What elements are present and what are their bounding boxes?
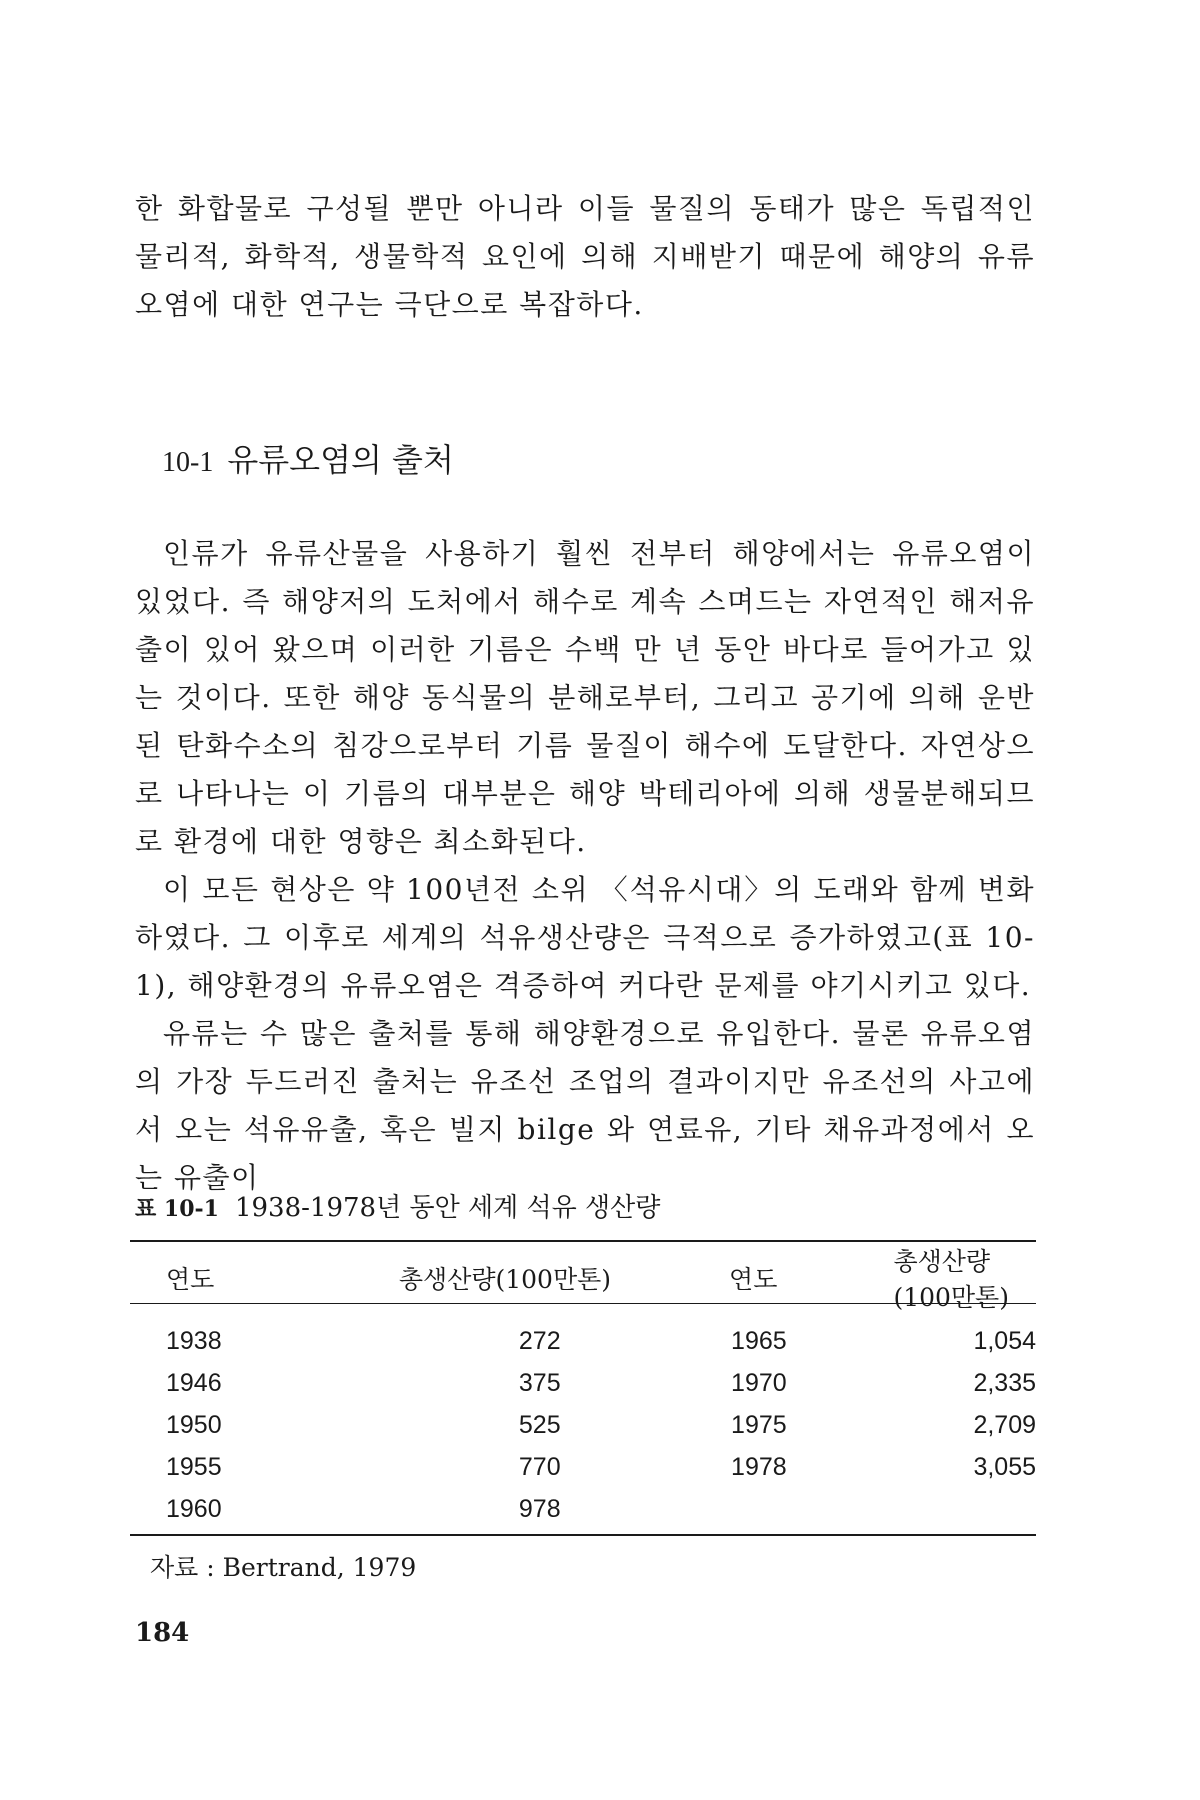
cell-production (833, 1488, 1036, 1530)
table-caption (135, 1190, 660, 1227)
table-source: 자료 : Bertrand, 1979 (150, 1553, 417, 1582)
header-production-2: 총생산량(100만톤) (893, 1247, 1009, 1312)
section-heading (162, 440, 454, 483)
cell-year: 1975 (731, 1410, 787, 1439)
paragraph-oil-sources: 유류는 수 많은 출처를 통해 해양환경으로 유입한다. 물론 유류오염의 가장 두드러진 출처는 유조선 조업의 결과이지만 유조선의 사고에서 오는 석유유출, 혹은 빌지 bilge 와 연료유, 기타 채유과정에서 오는 유출이 (135, 1017, 1035, 1194)
table-row (130, 1404, 1036, 1446)
table-row (130, 1362, 1036, 1404)
header-production-1: 총생산량(100만톤) (398, 1265, 612, 1294)
cell-year: 1955 (166, 1452, 222, 1481)
table-header-row (130, 1242, 1036, 1314)
cell-production: 375 (518, 1368, 561, 1397)
cell-year: 1950 (166, 1410, 222, 1439)
table-title: 1938-1978년 동안 세계 석유 생산량 (234, 1193, 661, 1223)
table-row (130, 1446, 1036, 1488)
cell-year: 1946 (166, 1368, 222, 1397)
cell-year (651, 1488, 833, 1530)
cell-production: 272 (518, 1326, 561, 1355)
intro-paragraph: 한 화합물로 구성될 뿐만 아니라 이들 물질의 동태가 많은 독립적인 물리적, 화학적, 생물학적 요인에 의해 지배받기 때문에 해양의 유류오염에 대한 연구는 극단으로 복잡하다. (135, 192, 1035, 321)
cell-production: 3,055 (973, 1452, 1036, 1481)
cell-production: 978 (518, 1494, 561, 1523)
table-row (130, 1488, 1036, 1530)
section-title: 유류오염의 출처 (227, 441, 454, 479)
cell-year: 1978 (731, 1452, 787, 1481)
cell-year: 1938 (166, 1326, 222, 1355)
cell-production: 770 (518, 1452, 561, 1481)
table-label: 표 10-1 (135, 1196, 219, 1222)
page-number: 184 (135, 1618, 190, 1648)
paragraph-natural-sources: 인류가 유류산물을 사용하기 훨씬 전부터 해양에서는 유류오염이 있었다. 즉 해양저의 도처에서 해수로 계속 스며드는 자연적인 해저유출이 있어 왔으며 이러한 기름은 수백 만 년 동안 바다로 들어가고 있는 것이다. 또한 해양 동식물의 분해로부터, 그리고 공기에 의해 운반된 탄화수소의 침강으로부터 기름 물질이 해수에 도달한다. 자연상으로 나타나는 이 기름의 대부분은 해양 박테리아에 의해 생물분해되므로 환경에 대한 영향은 최소화된다. (135, 537, 1035, 858)
section-number: 10-1 (162, 447, 214, 478)
oil-production-table (130, 1242, 1036, 1530)
cell-year: 1970 (731, 1368, 787, 1397)
cell-production: 2,335 (973, 1368, 1036, 1397)
paragraph-oil-age: 이 모든 현상은 약 100년전 소위 〈석유시대〉의 도래와 함께 변화하였다. 그 이후로 세계의 석유생산량은 극적으로 증가하였고(표 10-1), 해양환경의 유류오염은 격증하여 커다란 문제를 야기시키고 있다. (135, 873, 1035, 1002)
table-row (130, 1314, 1036, 1362)
table-bottom-rule (130, 1534, 1036, 1536)
header-year-2: 연도 (729, 1265, 778, 1294)
cell-production: 2,709 (973, 1410, 1036, 1439)
cell-production: 1,054 (973, 1326, 1036, 1355)
cell-production: 525 (518, 1410, 561, 1439)
cell-year: 1960 (166, 1494, 222, 1523)
cell-year: 1965 (731, 1326, 787, 1355)
header-year-1: 연도 (166, 1265, 215, 1294)
